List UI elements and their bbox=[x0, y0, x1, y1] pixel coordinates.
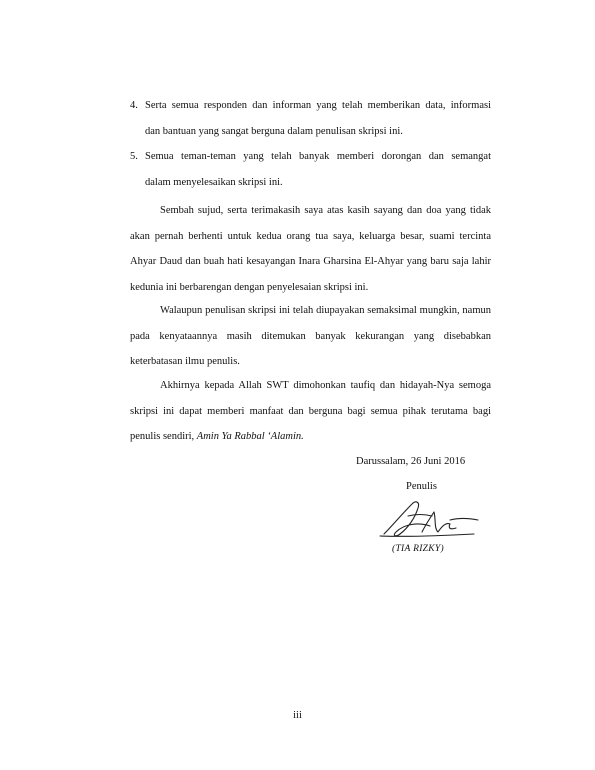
author-role: Penulis bbox=[406, 481, 437, 492]
list-item-number: 5. bbox=[130, 151, 138, 163]
list-item-line: Semua teman-teman yang telah banyak memberi dorongan dan semangat bbox=[145, 151, 491, 163]
paragraph-limitations: Walaupun penulisan skripsi ini telah diupayakan semaksimal mungkin, namun pada kenyataannya masih ditemukan banyak kekurangan yang disebabkan keterbatasan ilmu penulis. bbox=[130, 305, 491, 368]
acknowledgement-list bbox=[130, 93, 491, 195]
paragraph-closing-text: Akhirnya kepada Allah SWT dimohonkan taufiq dan hidayah-Nya semoga skripsi ini dapat memberi manfaat dan berguna bagi semua pihak terutama bagi penulis sendiri, bbox=[130, 380, 491, 443]
list-item-line: dan bantuan yang sangat berguna dalam penulisan skripsi ini. bbox=[145, 125, 403, 137]
list-item-line: dalam menyelesaikan skripsi ini. bbox=[145, 176, 283, 188]
list-item bbox=[130, 93, 491, 144]
page-number: iii bbox=[293, 710, 302, 721]
list-item-number: 4. bbox=[130, 100, 138, 111]
handwritten-signature bbox=[378, 496, 483, 542]
list-item-line: Serta semua responden dan informan yang telah memberikan data, informasi bbox=[145, 100, 491, 111]
paragraph-closing-prayer bbox=[130, 373, 491, 450]
place-and-date: Darussalam, 26 Juni 2016 bbox=[356, 456, 466, 467]
list-item bbox=[130, 144, 491, 195]
paragraph-gratitude-family: Sembah sujud, serta terimakasih saya atas kasih sayang dan doa yang tidak akan pernah berhenti untuk kedua orang tua saya, keluarga besar, suami tercinta Ahyar Daud dan buah hati kesayangan Inara Gharsina El-Ahyar yang baru saja lahir kedunia ini berbarengan dengan penyelesaian skripsi ini. bbox=[130, 205, 491, 293]
signer-name: (TIA RIZKY) bbox=[392, 544, 444, 554]
closing-prayer-italic: Amin Ya Rabbal ‘Alamin. bbox=[196, 431, 304, 443]
